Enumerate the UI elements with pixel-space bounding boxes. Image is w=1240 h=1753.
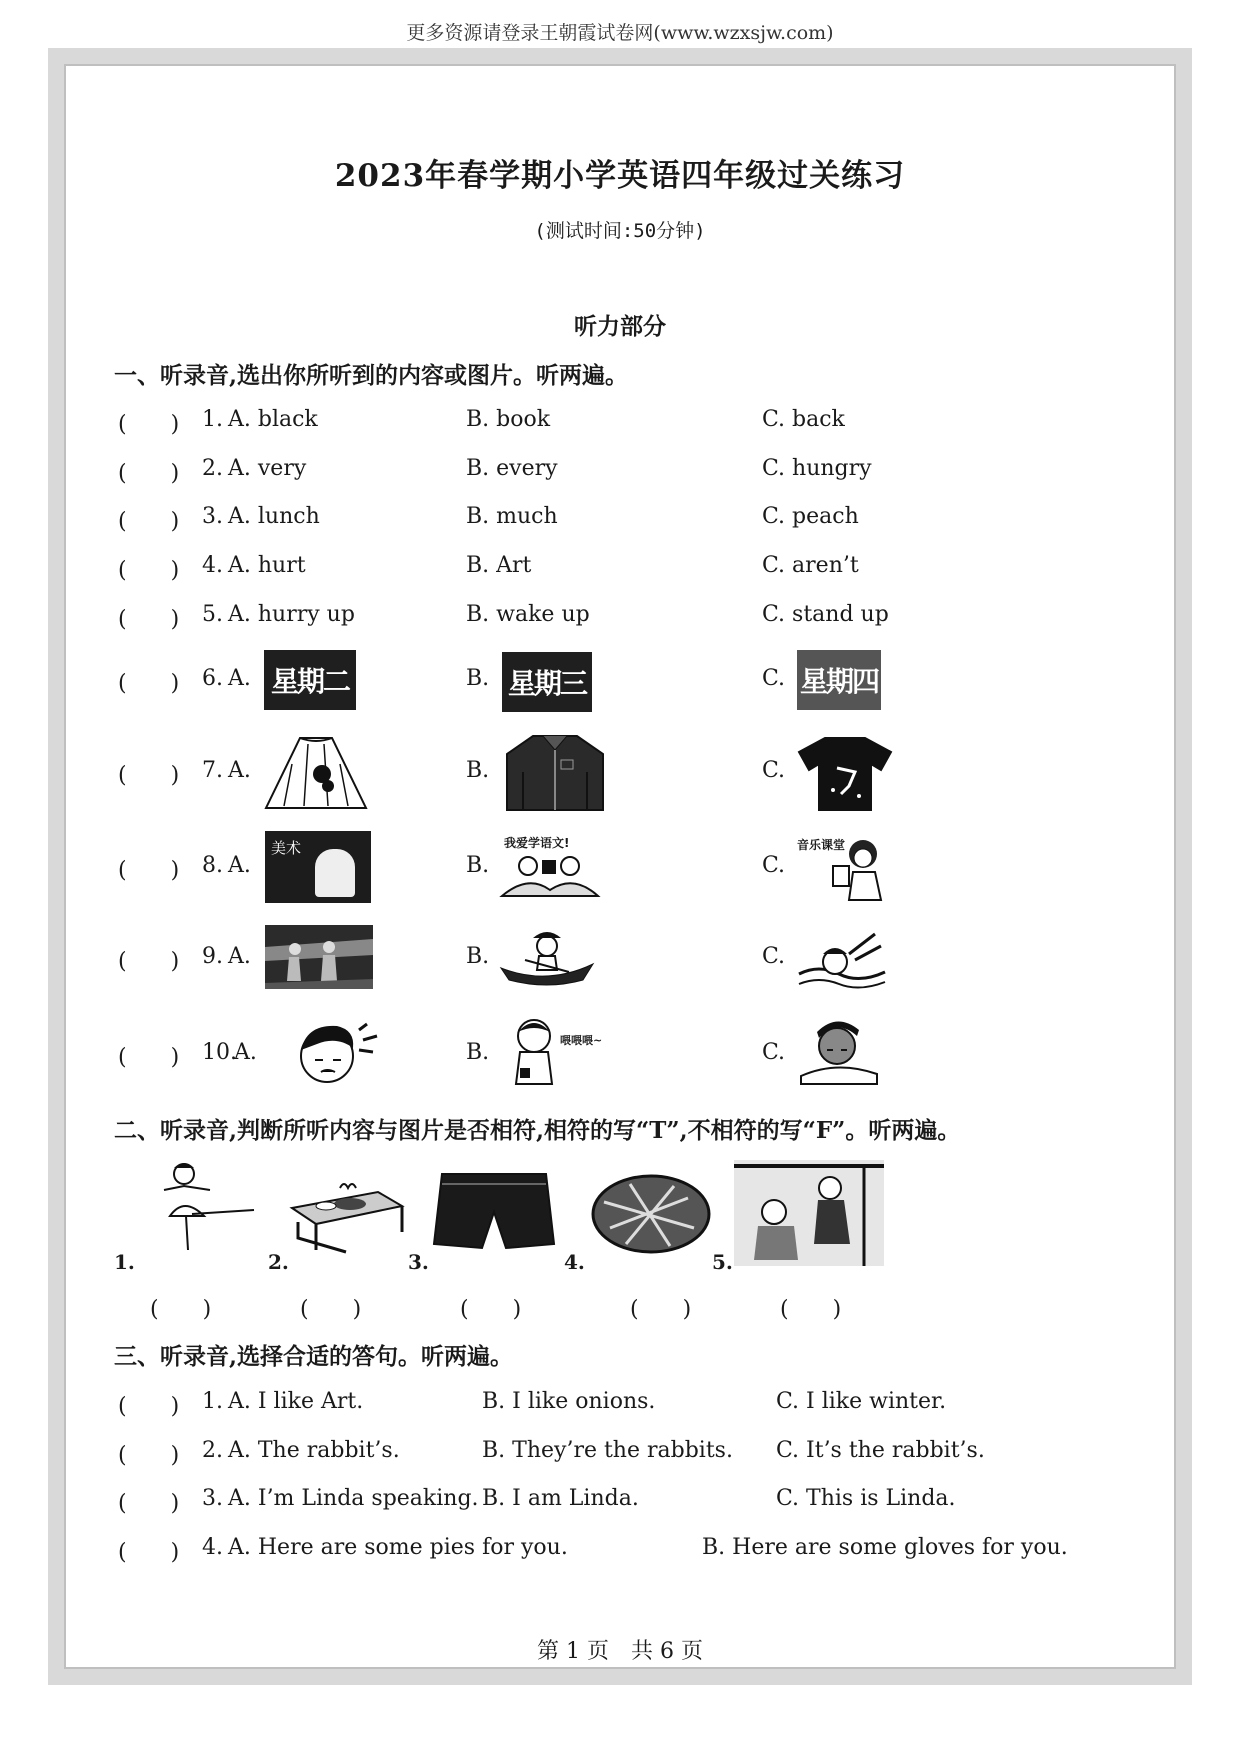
children-reading-icon [498,850,602,900]
option-b: B. I like onions. [482,1389,656,1414]
picture-number: 5. [712,1250,733,1274]
option-c: C. [762,853,786,878]
option-a: A. very [228,456,307,481]
answer-blank[interactable]: ( ) [300,1297,362,1322]
picture-number: 4. [564,1250,585,1274]
picture-number: 1. [114,1250,135,1274]
question-number: 7. [202,758,223,783]
option-c: C. This is Linda. [776,1486,956,1511]
answer-paren[interactable]: ( ) [118,763,180,788]
wednesday-card: 星期三 [502,652,592,712]
option-a: A. [228,666,251,691]
girl-coughing-icon [498,1012,602,1092]
cough-text: 喂喂喂~ [560,1034,603,1047]
option-a: A. [228,853,251,878]
option-a: A. Here are some pies for you. [228,1535,568,1560]
answer-paren[interactable]: ( ) [118,1540,180,1565]
dinner-table-icon [286,1168,406,1256]
answer-paren[interactable]: ( ) [118,509,180,534]
picture-number: 3. [408,1250,429,1274]
option-c: C. back [762,407,845,432]
option-b: B. I am Linda. [482,1486,639,1511]
chinese-class-picture [498,834,602,900]
page-title: 2023年春学期小学英语四年级过关练习 [334,158,906,194]
section3-heading: 三、听录音,选择合适的答句。听两遍。 [114,1343,514,1370]
answer-paren[interactable]: ( ) [118,558,180,583]
section1-heading: 一、听录音,选出你所听到的内容或图片。听两遍。 [114,362,629,389]
option-a: A. I like Art. [228,1389,364,1414]
option-b: B. book [466,407,551,432]
list-item [118,1438,1118,1468]
option-b: B. Art [466,553,532,578]
question-number: 4. [202,553,223,578]
option-c: C. [762,1040,786,1065]
boy-swimming-icon [795,924,891,992]
skirt-icon [262,734,370,812]
source-link: 更多资源请登录王朝霞试卷网(www.wzxsjw.com) [406,22,834,44]
option-a: A. [228,944,251,969]
option-b: B. every [466,456,558,481]
test-duration: (测试时间:50分钟) [534,220,706,242]
answer-blank[interactable]: ( ) [150,1297,212,1322]
question-number: 2. [202,1438,223,1463]
question-number: 8. [202,853,223,878]
option-c: C. peach [762,504,859,529]
option-b: B. much [466,504,558,529]
option-c: C. aren’t [762,553,859,578]
answer-paren[interactable]: ( ) [118,1491,180,1516]
answer-blank[interactable]: ( ) [630,1297,692,1322]
pie-icon [590,1172,712,1254]
answer-paren[interactable]: ( ) [118,858,180,883]
art-label: 美术 [271,839,302,857]
mother-child-icon [734,1160,884,1266]
list-item [118,1040,1118,1080]
option-c: C. hungry [762,456,872,481]
option-a: A. hurry up [228,602,355,627]
list-item [118,407,1118,437]
music-class-picture [797,834,889,902]
option-c: C. It’s the rabbit’s. [776,1438,985,1463]
question-number: 9. [202,944,223,969]
list-item [118,1389,1118,1419]
answer-paren[interactable]: ( ) [118,412,180,437]
list-item [118,504,1118,534]
question-number: 6. [202,666,223,691]
list-item [118,1486,1118,1516]
answer-paren[interactable]: ( ) [118,607,180,632]
shorts-icon [432,1170,556,1252]
music-label: 音乐课堂 [797,838,846,852]
ballet-dancer-icon [134,1160,264,1252]
answer-paren[interactable]: ( ) [118,1394,180,1419]
page-number: 第 1 页 共 6 页 [537,1639,703,1664]
question-number: 2. [202,456,223,481]
option-c: C. stand up [762,602,889,627]
tuesday-card: 星期二 [264,650,356,710]
question-number: 1. [202,407,223,432]
option-b: B. They’re the rabbits. [482,1438,733,1463]
t-shirt-icon [797,734,893,812]
list-item [118,1535,1118,1565]
chinese-label: 我爱学语文! [504,836,570,850]
option-a: A. hurt [228,553,306,578]
option-a: A. [228,758,251,783]
answer-paren[interactable]: ( ) [118,949,180,974]
section2-heading: 二、听录音,判断所听内容与图片是否相符,相符的写“T”,不相符的写“F”。听两遍。 [114,1117,961,1144]
people-outdoors-icon [265,925,373,989]
option-a: A. black [228,407,318,432]
option-b: B. wake up [466,602,590,627]
answer-blank[interactable]: ( ) [460,1297,522,1322]
answer-paren[interactable]: ( ) [118,671,180,696]
option-b: B. [466,853,490,878]
picture-number: 2. [268,1250,289,1274]
question-number: 1. [202,1389,223,1414]
part-title: 听力部分 [574,313,666,340]
option-c: C. I like winter. [776,1389,947,1414]
list-item [118,553,1118,583]
option-a: A. [234,1040,257,1065]
option-a: A. The rabbit’s. [228,1438,400,1463]
option-b: B. [466,944,490,969]
thursday-card: 星期四 [797,650,881,710]
teacher-figure [315,849,355,897]
list-item [118,456,1118,486]
boy-headache-icon [287,1016,383,1088]
question-number: 3. [202,504,223,529]
singing-girl-icon [823,838,889,902]
question-number: 5. [202,602,223,627]
answer-paren[interactable]: ( ) [118,1443,180,1468]
list-item [118,602,1118,632]
answer-paren[interactable]: ( ) [118,1045,180,1070]
option-c: C. [762,944,786,969]
option-b: B. Here are some gloves for you. [702,1535,1068,1560]
answer-paren[interactable]: ( ) [118,461,180,486]
question-number: 10. [202,1040,237,1065]
jacket-icon [503,732,607,812]
option-b: B. [466,758,490,783]
sick-in-bed-icon [797,1014,881,1086]
answer-blank[interactable]: ( ) [780,1297,842,1322]
option-a: A. lunch [228,504,320,529]
option-c: C. [762,666,786,691]
boating-icon [497,924,597,988]
option-c: C. [762,758,786,783]
art-class-picture [265,831,371,903]
question-number: 3. [202,1486,223,1511]
option-a: A. I’m Linda speaking. [228,1486,479,1511]
question-number: 4. [202,1535,223,1560]
option-b: B. [466,1040,490,1065]
option-b: B. [466,666,490,691]
